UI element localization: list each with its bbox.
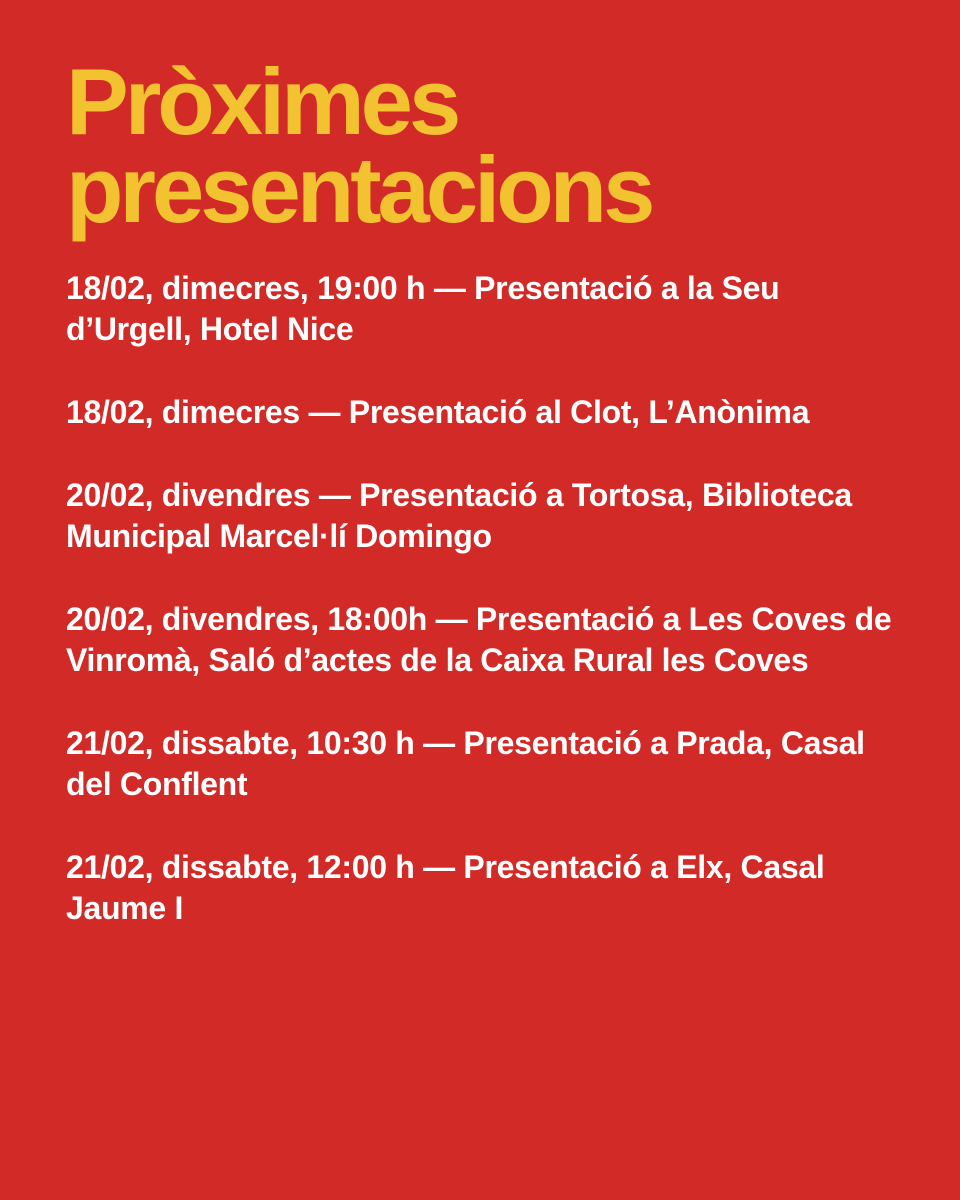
event-item: 21/02, dissabte, 12:00 h — Presentació a Elx, Casal Jaume I [66, 849, 825, 926]
event-item: 18/02, dimecres — Presentació al Clot, L’Anònima [66, 394, 810, 430]
page-title [66, 49, 894, 242]
event-item: 18/02, dimecres, 19:00 h — Presentació a la Seu d’Urgell, Hotel Nice [66, 270, 780, 347]
event-item: 21/02, dissabte, 10:30 h — Presentació a Prada, Casal del Conflent [66, 725, 865, 802]
event-item: 20/02, divendres, 18:00h — Presentació a Les Coves de Vinromà, Saló d’actes de la Caixa Rural les Coves [66, 601, 892, 678]
title-line-1: Pròximes [66, 49, 458, 154]
event-list [66, 268, 894, 929]
title-line-2: presentacions [66, 137, 652, 242]
event-item: 20/02, divendres — Presentació a Tortosa, Biblioteca Municipal Marcel·lí Domingo [66, 477, 852, 554]
